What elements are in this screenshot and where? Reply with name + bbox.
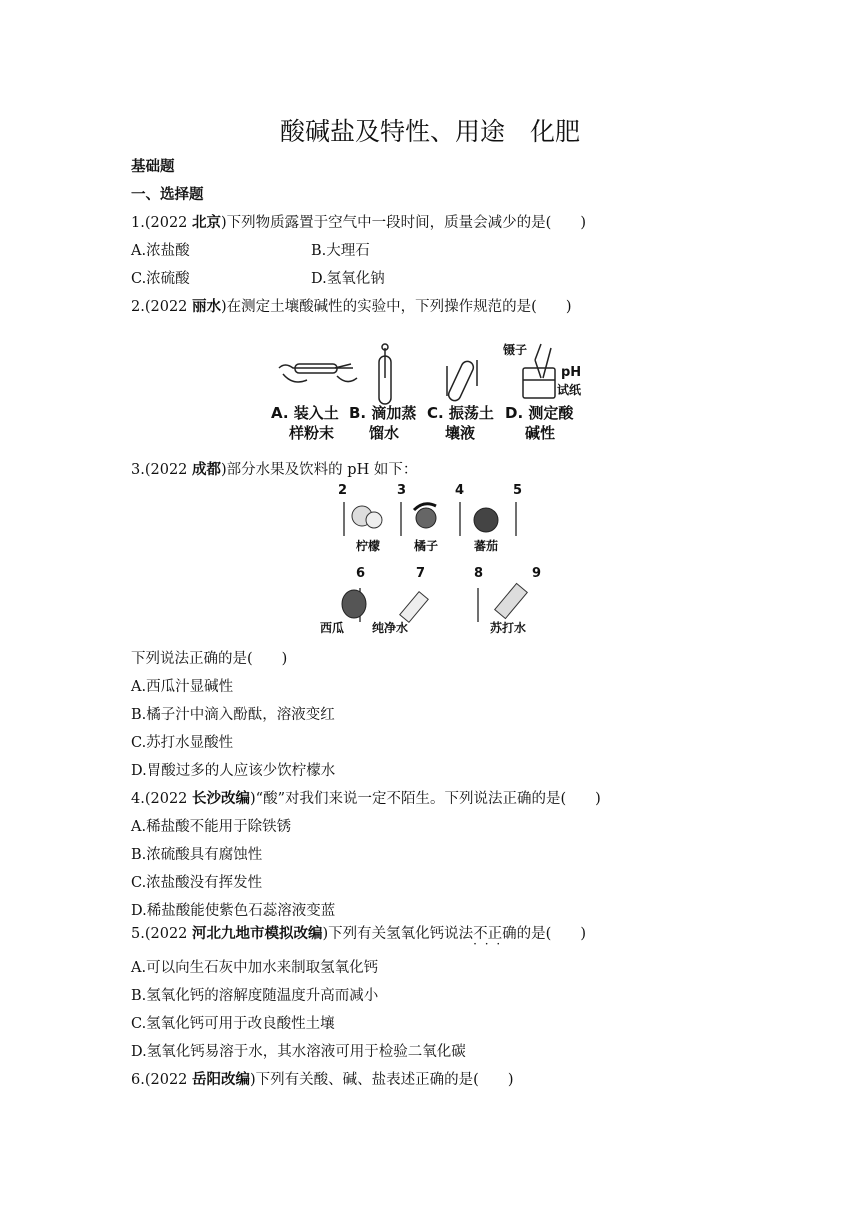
caption-c1: C. 振荡土 xyxy=(427,404,494,422)
q4-option-a: A.稀盐酸不能用于除铁锈 xyxy=(131,819,292,835)
label-lemon: 柠檬 xyxy=(356,539,381,553)
question-2: 2.(2022 丽水)在测定土壤酸碱性的实验中，下列操作规范的是( ) xyxy=(131,299,572,315)
q4-option-c: C.浓盐酸没有挥发性 xyxy=(131,875,263,891)
question-5: 5.(2022 河北九地市模拟改编)下列有关氢氧化钙说法不正确 · · ·的是( ) xyxy=(131,922,586,943)
question-6: 6.(2022 岳阳改编)下列有关酸、碱、盐表述正确的是( ) xyxy=(131,1072,514,1088)
q1-option-a: A.浓盐酸 xyxy=(131,243,190,259)
q5-option-a: A.可以向生石灰中加水来制取氢氧化钙 xyxy=(131,960,379,976)
caption-c2: 壤液 xyxy=(445,424,476,442)
q3-option-b: B.橘子汁中滴入酚酞，溶液变红 xyxy=(131,707,335,723)
q1-option-b: B.大理石 xyxy=(311,243,370,259)
label-soda: 苏打水 xyxy=(490,621,527,635)
caption-a2: 样粉末 xyxy=(289,424,335,442)
q3-option-d: D.胃酸过多的人应该少饮柠檬水 xyxy=(131,763,336,779)
ph-tick-2: 2 xyxy=(338,483,348,498)
label-watermelon: 西瓜 xyxy=(320,621,345,635)
section-heading: 基础题 xyxy=(131,159,175,175)
tweezers-label: 镊子 xyxy=(503,343,528,357)
ph-tick-4: 4 xyxy=(455,483,465,498)
caption-b1: B. 滴加蒸 xyxy=(349,404,417,422)
label-tomato: 蕃茄 xyxy=(474,539,499,553)
q5-option-c: C.氢氧化钙可用于改良酸性土壤 xyxy=(131,1016,335,1032)
q1-option-d: D.氢氧化钠 xyxy=(311,271,385,287)
ph-tick-9: 9 xyxy=(532,566,542,581)
caption-d1: D. 测定酸 xyxy=(505,404,574,422)
q5-option-d: D.氢氧化钙易溶于水，其水溶液可用于检验二氧化碳 xyxy=(131,1044,466,1060)
q3-ph-figure xyxy=(310,480,550,640)
ph-tick-8: 8 xyxy=(474,566,484,581)
paper-label: 试纸 xyxy=(557,383,582,397)
q1-options-row1 xyxy=(131,239,370,260)
caption-b2: 馏水 xyxy=(369,424,400,442)
q4-option-b: B.浓硫酸具有腐蚀性 xyxy=(131,847,263,863)
q4-option-d: D.稀盐酸能使紫色石蕊溶液变蓝 xyxy=(131,903,336,919)
label-water: 纯净水 xyxy=(372,621,409,635)
caption-d2: 碱性 xyxy=(525,424,556,442)
q3-stem: 下列说法正确的是( ) xyxy=(131,651,288,667)
question-4: 4.(2022 长沙改编)“酸”对我们来说一定不陌生。下列说法正确的是( ) xyxy=(131,791,601,807)
page-title: 酸碱盐及特性、用途 化肥 xyxy=(279,117,580,146)
q1-options-row2 xyxy=(131,267,385,288)
q3-option-c: C.苏打水显酸性 xyxy=(131,735,234,751)
ph-label: pH xyxy=(561,365,582,380)
caption-a1: A. 装入土 xyxy=(271,404,339,422)
q2-lab-figure xyxy=(265,338,600,446)
q1-option-c: C.浓硫酸 xyxy=(131,271,190,287)
label-orange: 橘子 xyxy=(414,539,439,553)
ph-tick-5: 5 xyxy=(513,483,523,498)
part-heading: 一、选择题 xyxy=(131,187,204,203)
ph-tick-6: 6 xyxy=(356,566,366,581)
q3-option-a: A.西瓜汁显碱性 xyxy=(131,679,234,695)
question-3: 3.(2022 成都)部分水果及饮料的 pH 如下： xyxy=(131,462,418,478)
emphasis-not-correct: 不正确 · · · xyxy=(473,926,517,942)
ph-tick-3: 3 xyxy=(397,483,407,498)
ph-tick-7: 7 xyxy=(416,566,426,581)
q5-option-b: B.氢氧化钙的溶解度随温度升高而减小 xyxy=(131,988,379,1004)
question-1: 1.(2022 北京)下列物质露置于空气中一段时间，质量会减少的是( ) xyxy=(131,215,586,231)
